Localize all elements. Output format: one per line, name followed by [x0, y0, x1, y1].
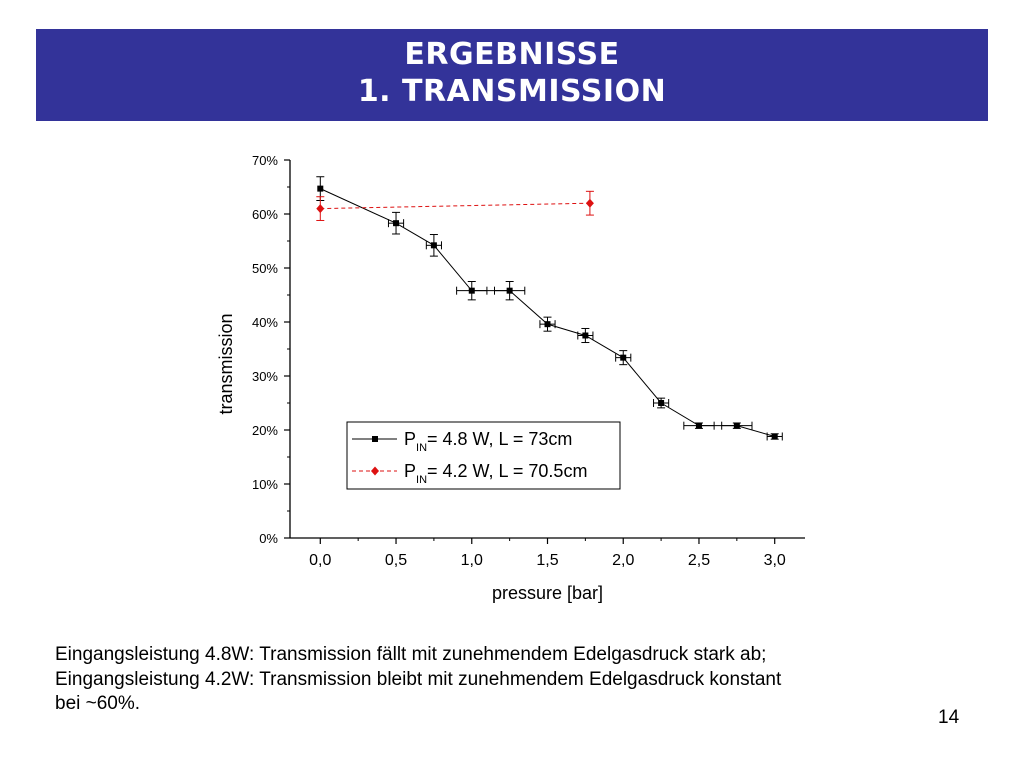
caption-line-2: Eingangsleistung 4.2W: Transmission bleibt mit zunehmendem Edelgasdruck konstant	[55, 668, 782, 690]
caption-line-1: Eingangsleistung 4.8W: Transmission fällt mit zunehmendem Edelgasdruck stark ab;	[55, 644, 767, 665]
data-point	[545, 321, 551, 327]
y-tick-label: 20%	[251, 423, 278, 438]
x-tick-label: 0,0	[309, 552, 332, 569]
data-point	[582, 333, 588, 339]
data-point	[316, 204, 324, 213]
y-tick-label: 10%	[251, 477, 278, 492]
slide-title-line1: ERGEBNISSE	[404, 37, 620, 72]
data-point	[469, 288, 475, 294]
x-tick-label: 1,5	[536, 552, 559, 569]
y-tick-label: 60%	[251, 207, 278, 222]
y-axis-label: transmission	[216, 313, 236, 415]
slide-title-line2: 1. TRANSMISSION	[357, 74, 667, 109]
data-point	[658, 400, 664, 406]
caption	[55, 643, 955, 717]
data-point	[317, 186, 323, 192]
x-tick-label: 3,0	[763, 552, 786, 569]
series-2-line	[320, 203, 590, 208]
x-tick-label: 0,5	[384, 552, 408, 569]
data-point	[586, 199, 594, 208]
y-tick-label: 30%	[251, 369, 278, 384]
x-tick-label: 1,0	[460, 552, 483, 569]
page-number: 14	[938, 707, 960, 728]
data-point	[734, 423, 740, 429]
x-tick-label: 2,5	[687, 552, 711, 569]
data-point	[772, 433, 778, 439]
y-tick-label: 0%	[259, 531, 278, 546]
data-point	[507, 288, 513, 294]
data-point	[696, 423, 702, 429]
data-point	[393, 220, 399, 226]
x-tick-label: 2,0	[612, 552, 635, 569]
y-tick-label: 50%	[251, 261, 278, 276]
data-point	[431, 242, 437, 248]
y-tick-label: 40%	[251, 315, 278, 330]
data-point	[620, 355, 626, 361]
x-axis-label: pressure [bar]	[491, 583, 604, 603]
caption-line-3: bei ~60%.	[55, 693, 141, 714]
legend-label: $P_{IN}= 4.8$ W, L = 73cm	[404, 429, 573, 454]
legend-label: $P_{IN}= 4.2$ W, L = 70.5cm	[404, 461, 588, 486]
legend-marker	[372, 436, 378, 442]
y-tick-label: 70%	[251, 153, 278, 168]
